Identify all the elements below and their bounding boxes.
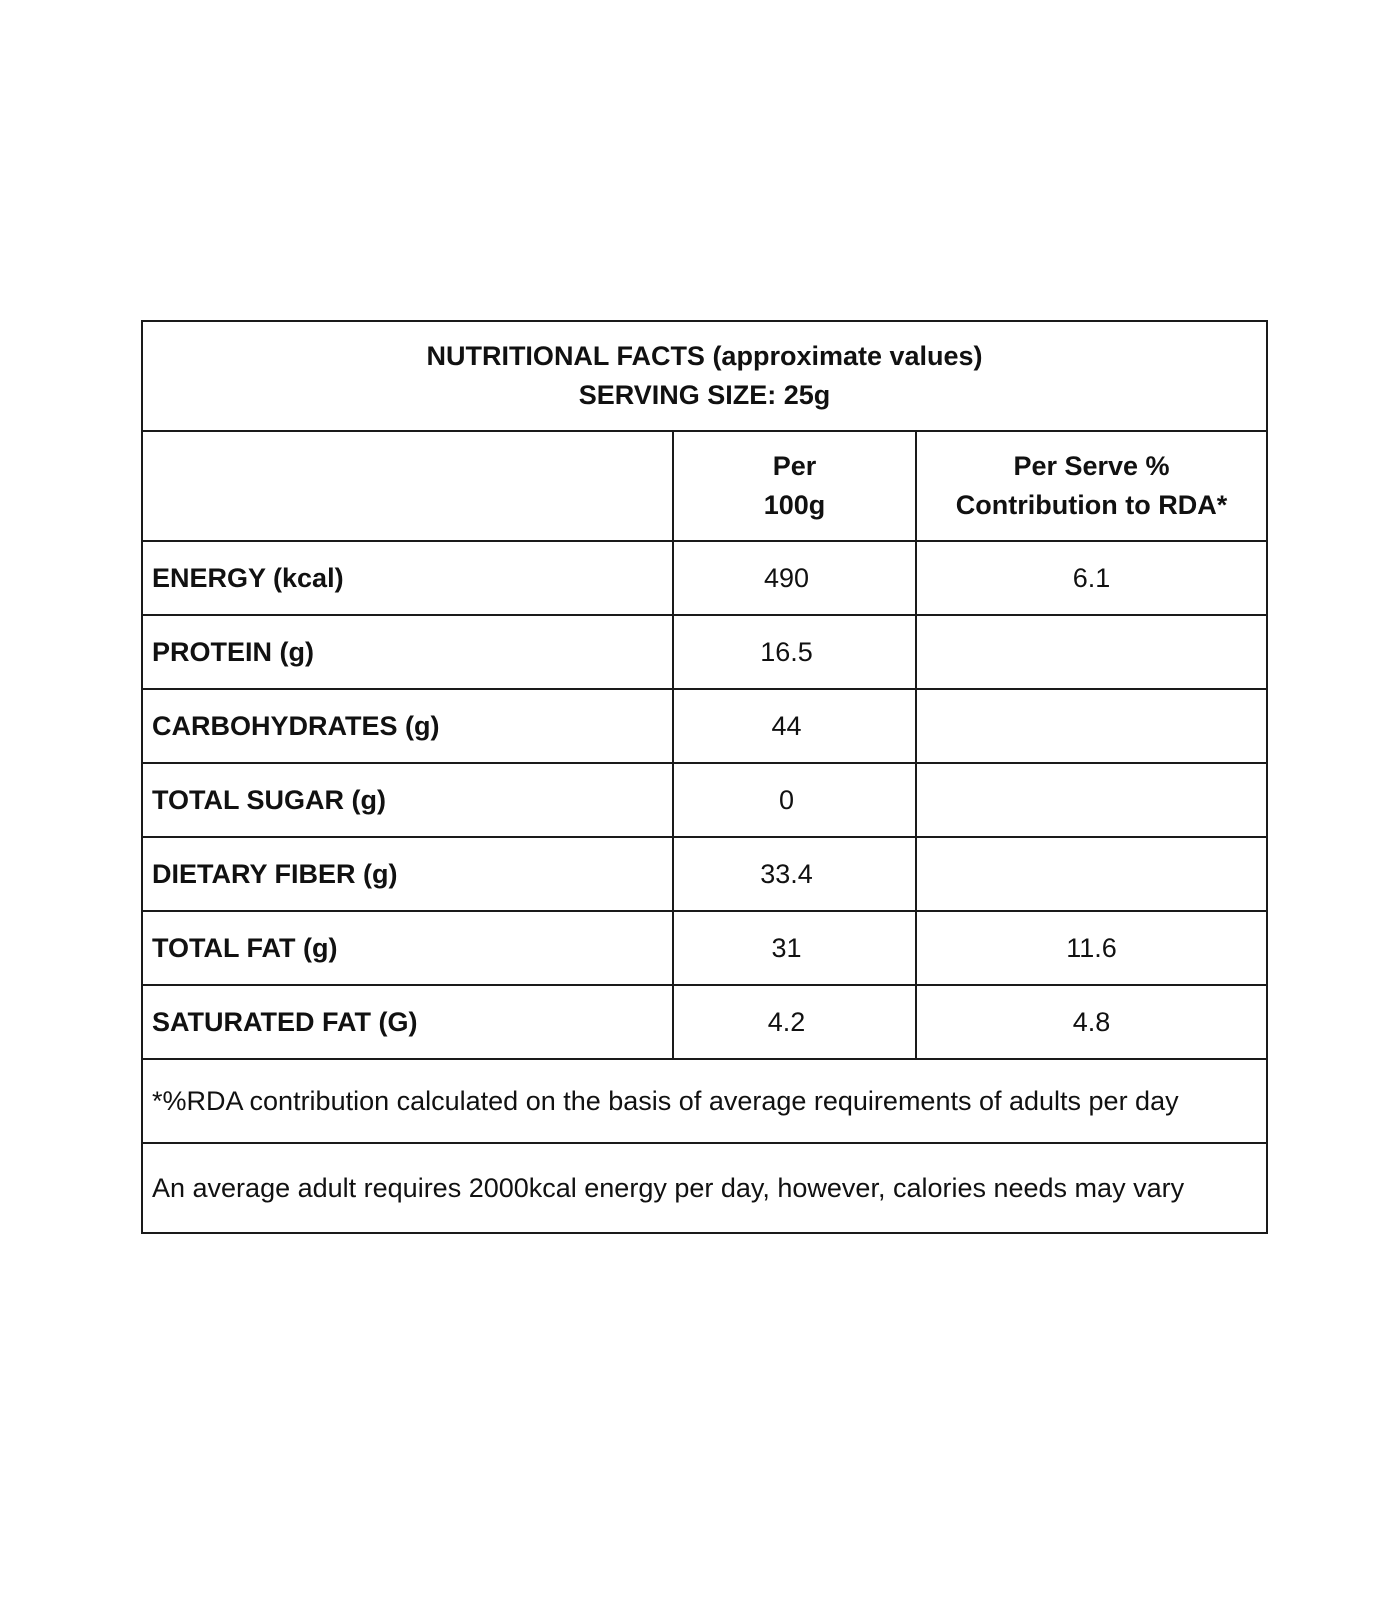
- nutrition-facts-table: [141, 320, 1268, 1234]
- rda-value: 4.8: [916, 985, 1267, 1059]
- table-row: [142, 541, 1267, 615]
- table-row: [142, 689, 1267, 763]
- rda-value: [916, 689, 1267, 763]
- rda-value: 6.1: [916, 541, 1267, 615]
- table-row: [142, 763, 1267, 837]
- rda-value: [916, 615, 1267, 689]
- table-row: [142, 985, 1267, 1059]
- table-row: [142, 837, 1267, 911]
- nutrient-name: PROTEIN (g): [142, 615, 673, 689]
- nutrient-name: TOTAL FAT (g): [142, 911, 673, 985]
- rda-value: [916, 837, 1267, 911]
- table-row: [142, 911, 1267, 985]
- nutrient-name: DIETARY FIBER (g): [142, 837, 673, 911]
- header-per-100g-line1: Per: [772, 451, 817, 481]
- rda-footnote: *%RDA contribution calculated on the basis of average requirements of adults per day: [142, 1059, 1267, 1143]
- header-per-100g: [673, 431, 916, 541]
- per-100g-value: 33.4: [673, 837, 916, 911]
- header-per-100g-line2: 100g: [763, 490, 826, 520]
- nutrient-name: SATURATED FAT (G): [142, 985, 673, 1059]
- header-rda-line1: Per Serve %: [1013, 451, 1170, 481]
- table-row: [142, 615, 1267, 689]
- rda-value: 11.6: [916, 911, 1267, 985]
- rda-value: [916, 763, 1267, 837]
- header-rda-line2: Contribution to RDA*: [955, 490, 1228, 520]
- nutrient-name: ENERGY (kcal): [142, 541, 673, 615]
- nutrient-name: TOTAL SUGAR (g): [142, 763, 673, 837]
- per-100g-value: 16.5: [673, 615, 916, 689]
- per-100g-value: 4.2: [673, 985, 916, 1059]
- per-100g-value: 490: [673, 541, 916, 615]
- per-100g-value: 0: [673, 763, 916, 837]
- table-title-cell: [142, 321, 1267, 431]
- energy-footnote: An average adult requires 2000kcal energy per day, however, calories needs may vary: [142, 1143, 1267, 1233]
- serving-size: SERVING SIZE: 25g: [578, 380, 831, 410]
- table-title: NUTRITIONAL FACTS (approximate values): [426, 341, 983, 371]
- nutrient-name: CARBOHYDRATES (g): [142, 689, 673, 763]
- per-100g-value: 31: [673, 911, 916, 985]
- per-100g-value: 44: [673, 689, 916, 763]
- header-rda: [916, 431, 1267, 541]
- header-blank-cell: [142, 431, 673, 541]
